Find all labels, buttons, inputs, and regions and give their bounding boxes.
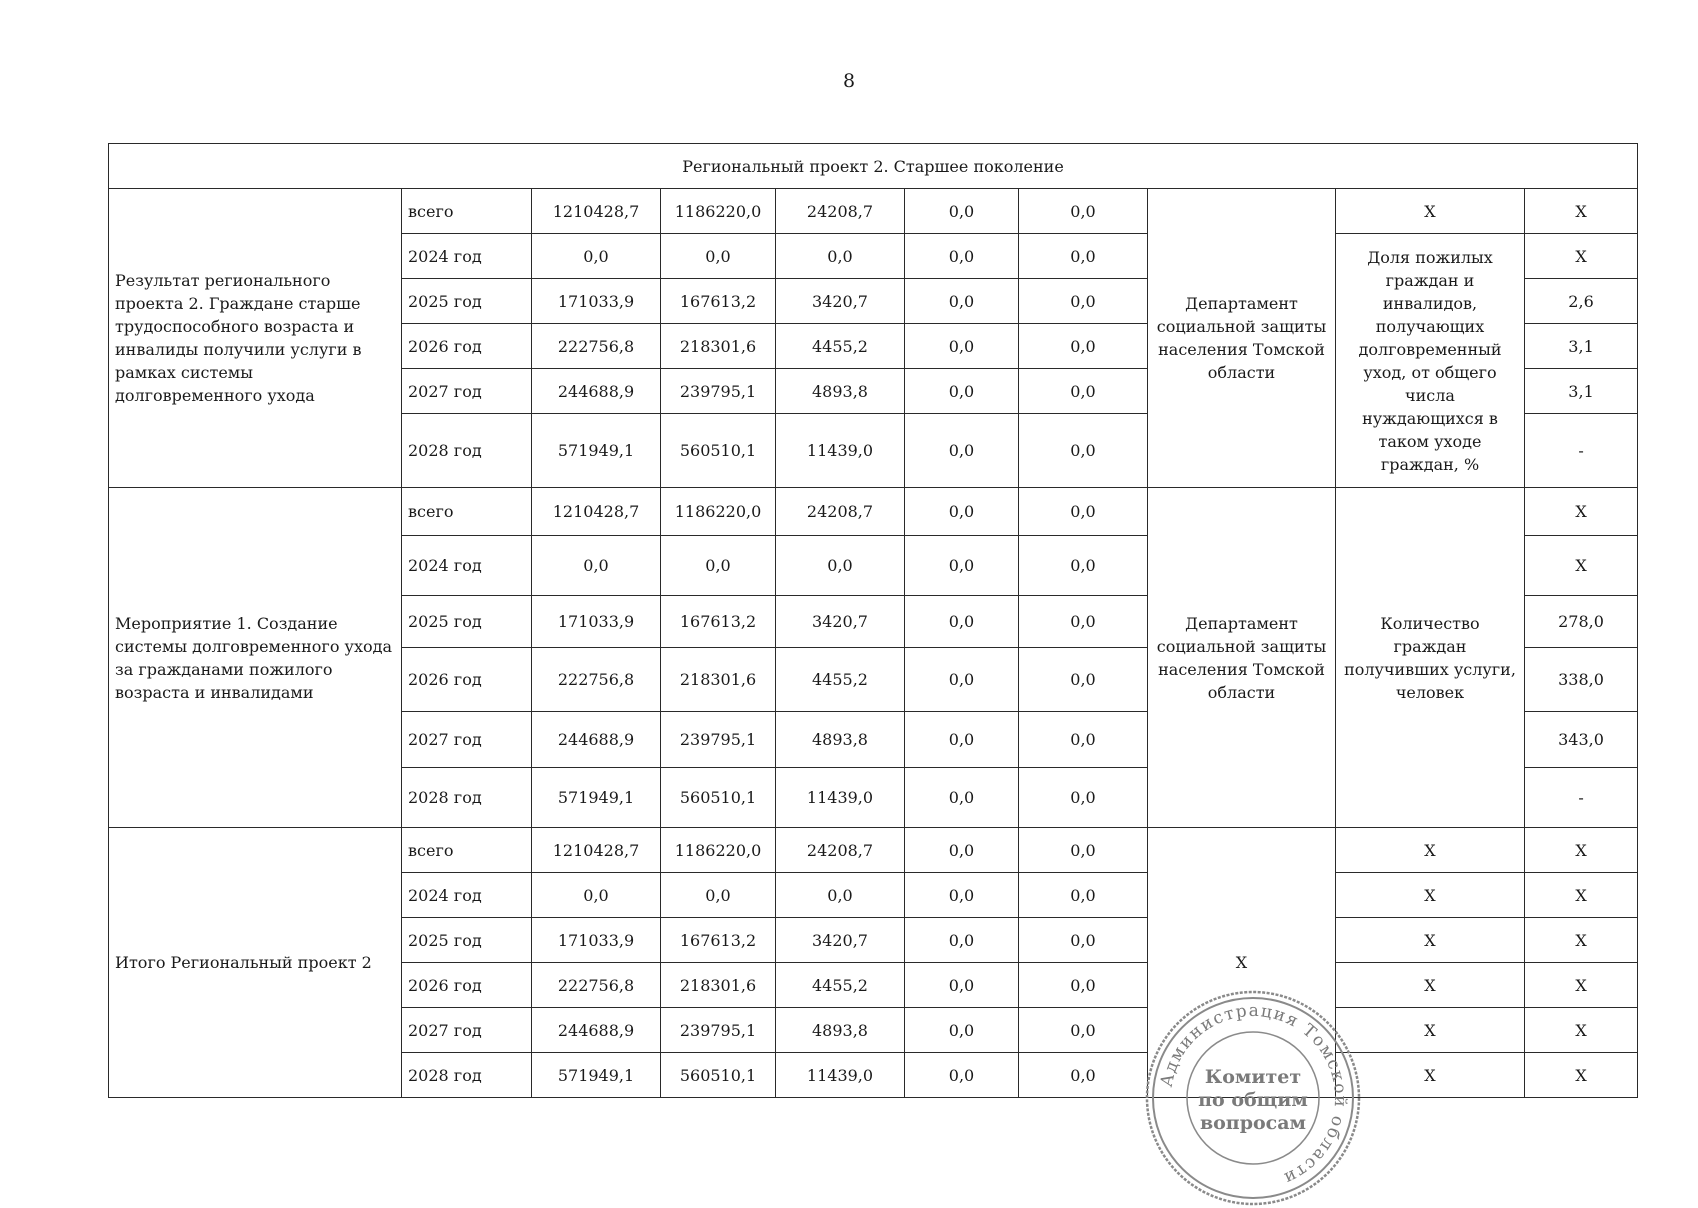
amount-cell: 0,0 [776, 536, 905, 596]
svg-text:вопросам: вопросам [1199, 1112, 1307, 1134]
amount-cell: 0,0 [905, 279, 1019, 324]
section-title: Региональный проект 2. Старшее поколение [109, 144, 1638, 189]
amount-cell: 4893,8 [776, 369, 905, 414]
amount-cell: 0,0 [905, 1008, 1019, 1053]
amount-cell: 560510,1 [661, 1053, 776, 1098]
responsible-cell: X [1148, 828, 1336, 1098]
amount-cell: 4893,8 [776, 1008, 905, 1053]
period-cell: 2026 год [402, 324, 532, 369]
amount-cell: 0,0 [1019, 648, 1148, 712]
amount-cell: 218301,6 [661, 324, 776, 369]
amount-cell: 560510,1 [661, 414, 776, 488]
table-row [109, 828, 1638, 873]
amount-cell: 3420,7 [776, 918, 905, 963]
target-value-cell: X [1525, 234, 1638, 279]
responsible-cell: Департамент социальной защиты населения Томской области [1148, 189, 1336, 488]
indicator-cell: X [1336, 1053, 1525, 1098]
target-value-cell: X [1525, 918, 1638, 963]
amount-cell: 0,0 [905, 648, 1019, 712]
period-cell: 2026 год [402, 648, 532, 712]
block-label: Мероприятие 1. Создание системы долговременного ухода за гражданами пожилого возраста и инвалидами [109, 488, 402, 828]
period-cell: 2026 год [402, 963, 532, 1008]
section-title-row [109, 144, 1638, 189]
amount-cell: 0,0 [905, 828, 1019, 873]
amount-cell: 218301,6 [661, 963, 776, 1008]
amount-cell: 571949,1 [532, 1053, 661, 1098]
target-value-cell: X [1525, 1008, 1638, 1053]
amount-cell: 222756,8 [532, 648, 661, 712]
svg-text:Комитет: Комитет [1204, 1066, 1302, 1088]
indicator-cell: X [1336, 1008, 1525, 1053]
target-value-cell: X [1525, 189, 1638, 234]
indicator-cell: X [1336, 963, 1525, 1008]
period-cell: 2024 год [402, 536, 532, 596]
amount-cell: 0,0 [1019, 873, 1148, 918]
amount-cell: 1186220,0 [661, 828, 776, 873]
amount-cell: 0,0 [1019, 234, 1148, 279]
amount-cell: 0,0 [905, 536, 1019, 596]
amount-cell: 24208,7 [776, 828, 905, 873]
table-row [109, 189, 1638, 234]
amount-cell: 4455,2 [776, 324, 905, 369]
amount-cell: 1186220,0 [661, 488, 776, 536]
amount-cell: 0,0 [1019, 189, 1148, 234]
amount-cell: 0,0 [1019, 1053, 1148, 1098]
amount-cell: 0,0 [1019, 536, 1148, 596]
amount-cell: 0,0 [661, 234, 776, 279]
target-value-cell: - [1525, 768, 1638, 828]
amount-cell: 4455,2 [776, 648, 905, 712]
amount-cell: 1210428,7 [532, 828, 661, 873]
svg-text:по общим: по общим [1198, 1089, 1308, 1111]
amount-cell: 218301,6 [661, 648, 776, 712]
amount-cell: 167613,2 [661, 918, 776, 963]
amount-cell: 3420,7 [776, 596, 905, 648]
amount-cell: 244688,9 [532, 712, 661, 768]
amount-cell: 0,0 [1019, 1008, 1148, 1053]
amount-cell: 0,0 [905, 918, 1019, 963]
period-cell: 2027 год [402, 1008, 532, 1053]
indicator-cell: Доля пожилых граждан и инвалидов, получающих долговременный уход, от общего числа нуждающихся в таком уходе граждан, % [1336, 234, 1525, 488]
svg-text:Администрация Томской области: Администрация Томской области [1156, 1000, 1351, 1189]
amount-cell: 560510,1 [661, 768, 776, 828]
period-cell: 2024 год [402, 873, 532, 918]
amount-cell: 0,0 [1019, 279, 1148, 324]
amount-cell: 1210428,7 [532, 488, 661, 536]
indicator-cell: X [1336, 873, 1525, 918]
amount-cell: 244688,9 [532, 369, 661, 414]
amount-cell: 0,0 [1019, 828, 1148, 873]
period-cell: всего [402, 189, 532, 234]
amount-cell: 0,0 [905, 324, 1019, 369]
amount-cell: 24208,7 [776, 189, 905, 234]
amount-cell: 222756,8 [532, 963, 661, 1008]
amount-cell: 0,0 [905, 596, 1019, 648]
amount-cell: 0,0 [661, 536, 776, 596]
period-cell: 2027 год [402, 712, 532, 768]
amount-cell: 4893,8 [776, 712, 905, 768]
target-value-cell: 278,0 [1525, 596, 1638, 648]
indicator-cell: X [1336, 828, 1525, 873]
target-value-cell: X [1525, 963, 1638, 1008]
amount-cell: 0,0 [905, 414, 1019, 488]
amount-cell: 171033,9 [532, 279, 661, 324]
amount-cell: 571949,1 [532, 414, 661, 488]
page-number: 8 [842, 70, 856, 92]
amount-cell: 1186220,0 [661, 189, 776, 234]
amount-cell: 171033,9 [532, 596, 661, 648]
target-value-cell: X [1525, 828, 1638, 873]
period-cell: 2025 год [402, 596, 532, 648]
amount-cell: 0,0 [532, 536, 661, 596]
amount-cell: 11439,0 [776, 414, 905, 488]
amount-cell: 0,0 [1019, 369, 1148, 414]
target-value-cell: X [1525, 488, 1638, 536]
target-value-cell: 3,1 [1525, 324, 1638, 369]
amount-cell: 0,0 [1019, 712, 1148, 768]
period-cell: 2028 год [402, 1053, 532, 1098]
block-label: Результат регионального проекта 2. Граждане старше трудоспособного возраста и инвалиды получили услуги в рамках системы долговременного ухода [109, 189, 402, 488]
amount-cell: 0,0 [905, 768, 1019, 828]
target-value-cell: 3,1 [1525, 369, 1638, 414]
period-cell: всего [402, 828, 532, 873]
period-cell: 2025 год [402, 918, 532, 963]
indicator-cell: X [1336, 918, 1525, 963]
amount-cell: 11439,0 [776, 768, 905, 828]
amount-cell: 222756,8 [532, 324, 661, 369]
amount-cell: 0,0 [905, 369, 1019, 414]
amount-cell: 0,0 [1019, 963, 1148, 1008]
amount-cell: 0,0 [905, 189, 1019, 234]
amount-cell: 0,0 [905, 873, 1019, 918]
period-cell: всего [402, 488, 532, 536]
indicator-cell: X [1336, 189, 1525, 234]
responsible-cell: Департамент социальной защиты населения Томской области [1148, 488, 1336, 828]
period-cell: 2028 год [402, 768, 532, 828]
amount-cell: 0,0 [1019, 324, 1148, 369]
amount-cell: 171033,9 [532, 918, 661, 963]
amount-cell: 1210428,7 [532, 189, 661, 234]
amount-cell: 571949,1 [532, 768, 661, 828]
amount-cell: 0,0 [661, 873, 776, 918]
amount-cell: 239795,1 [661, 1008, 776, 1053]
amount-cell: 0,0 [905, 488, 1019, 536]
budget-table [108, 143, 1638, 1098]
amount-cell: 4455,2 [776, 963, 905, 1008]
amount-cell: 0,0 [905, 963, 1019, 1008]
amount-cell: 11439,0 [776, 1053, 905, 1098]
amount-cell: 0,0 [1019, 488, 1148, 536]
target-value-cell: 343,0 [1525, 712, 1638, 768]
target-value-cell: X [1525, 1053, 1638, 1098]
amount-cell: 0,0 [1019, 768, 1148, 828]
amount-cell: 167613,2 [661, 596, 776, 648]
table-row [109, 488, 1638, 536]
amount-cell: 239795,1 [661, 712, 776, 768]
target-value-cell: X [1525, 536, 1638, 596]
amount-cell: 0,0 [905, 1053, 1019, 1098]
target-value-cell: X [1525, 873, 1638, 918]
amount-cell: 0,0 [776, 873, 905, 918]
target-value-cell: - [1525, 414, 1638, 488]
amount-cell: 0,0 [1019, 596, 1148, 648]
period-cell: 2028 год [402, 414, 532, 488]
amount-cell: 239795,1 [661, 369, 776, 414]
amount-cell: 0,0 [776, 234, 905, 279]
target-value-cell: 2,6 [1525, 279, 1638, 324]
amount-cell: 0,0 [1019, 918, 1148, 963]
amount-cell: 0,0 [1019, 414, 1148, 488]
amount-cell: 0,0 [532, 873, 661, 918]
amount-cell: 3420,7 [776, 279, 905, 324]
period-cell: 2025 год [402, 279, 532, 324]
amount-cell: 0,0 [905, 234, 1019, 279]
amount-cell: 244688,9 [532, 1008, 661, 1053]
block-label: Итого Региональный проект 2 [109, 828, 402, 1098]
amount-cell: 0,0 [532, 234, 661, 279]
period-cell: 2027 год [402, 369, 532, 414]
amount-cell: 0,0 [905, 712, 1019, 768]
period-cell: 2024 год [402, 234, 532, 279]
amount-cell: 24208,7 [776, 488, 905, 536]
target-value-cell: 338,0 [1525, 648, 1638, 712]
indicator-cell: Количество граждан получивших услуги, человек [1336, 488, 1525, 828]
amount-cell: 167613,2 [661, 279, 776, 324]
